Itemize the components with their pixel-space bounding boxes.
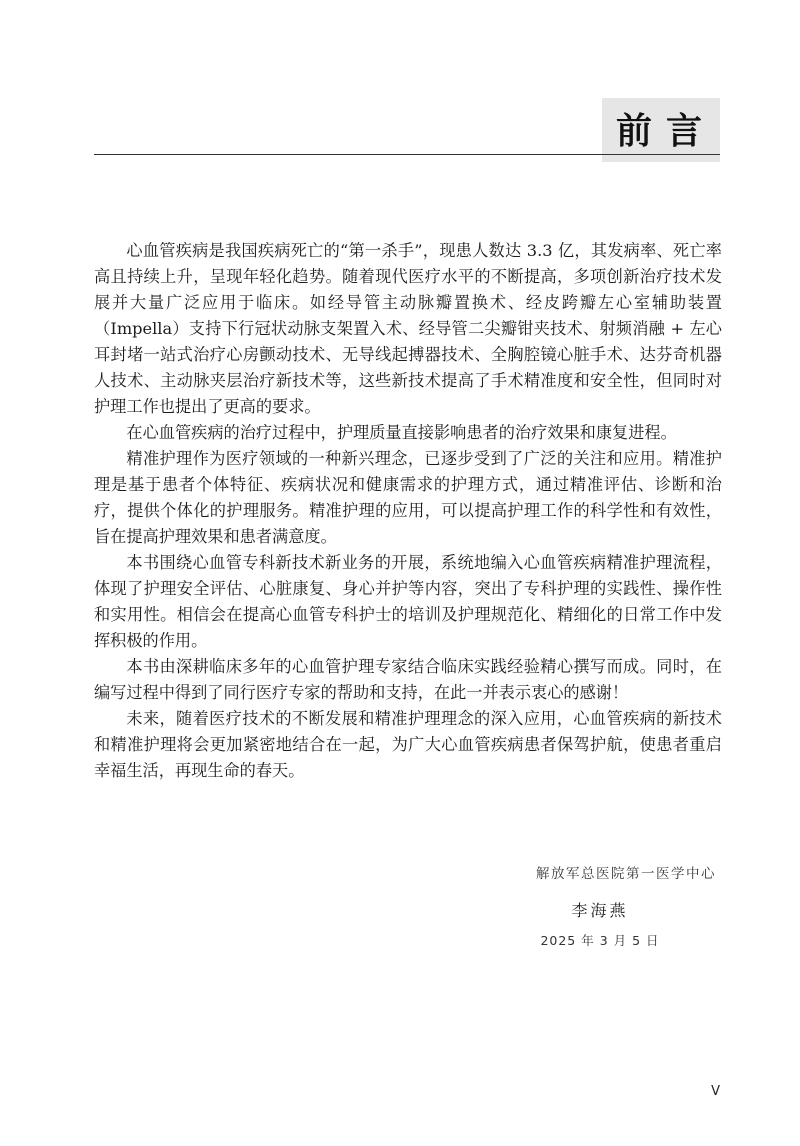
header-rule: [94, 154, 720, 155]
paragraph: 心血管疾病是我国疾病死亡的“第一杀手”，现患人数达 3.3 亿，其发病率、死亡率高且持续上升，呈现年轻化趋势。随着现代医疗水平的不断提高，多项创新治疗技术发展并大量广泛应用于临床。如经导管主动脉瓣置换术、经皮跨瓣左心室辅助装置（Impella）支持下行冠状动脉支架置入术、经导管二尖瓣钳夹技术、射频消融 + 左心耳封堵一站式治疗心房颤动技术、无导线起搏器技术、全胸腔镜心脏手术、达芬奇机器人技术、主动脉夹层治疗新技术等，这些新技术提高了手术精准度和安全性，但同时对护理工作也提出了更高的要求。: [94, 241, 722, 416]
signature-date: 2025 年 3 月 5 日: [540, 933, 660, 948]
preface-body: [94, 238, 722, 784]
signature-organization: 解放军总医院第一医学中心: [536, 866, 716, 882]
paragraph: 在心血管疾病的治疗过程中，护理质量直接影响患者的治疗效果和康复进程。: [126, 423, 677, 442]
paragraph: 未来，随着医疗技术的不断发展和精准护理理念的深入应用，心血管疾病的新技术和精准护理将会更加紧密地结合在一起，为广大心血管疾病患者保驾护航，使患者重启幸福生活，再现生命的春天。: [94, 709, 722, 780]
signature-author: 李海燕: [571, 901, 629, 920]
page-title: 前言: [615, 111, 716, 152]
paragraph: 本书由深耕临床多年的心血管护理专家结合临床实践经验精心撰写而成。同时，在编写过程中得到了同行医疗专家的帮助和支持，在此一并表示衷心的感谢！: [94, 657, 722, 702]
signature-block: [440, 862, 760, 949]
paragraph: 精准护理作为医疗领域的一种新兴理念，已逐步受到了广泛的关注和应用。精准护理是基于患者个体特征、疾病状况和健康需求的护理方式，通过精准评估、诊断和治疗，提供个体化的护理服务。精准护理的应用，可以提高护理工作的科学性和有效性，旨在提高护理效果和患者满意度。: [94, 449, 722, 546]
page-number: V: [711, 1084, 720, 1099]
paragraph: 本书围绕心血管专科新技术新业务的开展，系统地编入心血管疾病精准护理流程，体现了护理安全评估、心脏康复、身心并护等内容，突出了专科护理的实践性、操作性和实用性。相信会在提高心血管专科护士的培训及护理规范化、精细化的日常工作中发挥积极的作用。: [94, 553, 722, 650]
